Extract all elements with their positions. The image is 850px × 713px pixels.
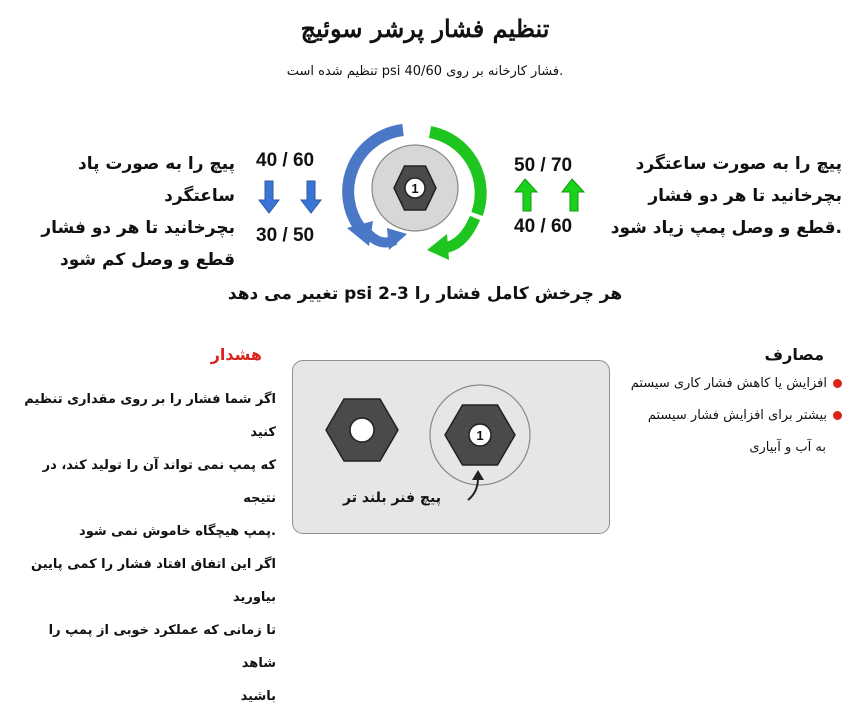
warning-line: تا زمانی که عملکرد خوبی از پمپ را شاهد [48,623,276,671]
rotation-diagram [335,118,495,268]
page-title: تنظیم فشار پرشر سوئیچ [300,14,550,43]
instruction-line: بچرخانید تا هر دو فشار [648,186,842,206]
warning-line: اگر شما فشار را بر روی مقداری تنظیم کنید [24,392,276,440]
spring-screw-label: پیچ فنر بلند تر [342,490,441,506]
warning-line: اگر این اتفاق افتاد فشار را کمی پایین بیاورید [31,557,276,605]
increase-from-value: 40 / 60 [514,216,573,237]
decrease-from-value: 40 / 60 [256,150,315,171]
decrease-arrows [258,180,328,220]
usage-item [622,408,842,423]
increase-to-value: 50 / 70 [514,155,573,176]
warning-line: .پمپ هیچگاه خاموش نمی شود [79,524,276,539]
instruction-line: بچرخانید تا هر دو فشار [41,218,235,238]
usage-item-label: افزایش یا کاهش فشار کاری سیستم [630,376,827,391]
usage-item-continued: به آب و آبیاری [749,440,826,455]
increase-arrows [514,178,586,216]
arrow-down-icon [301,181,321,213]
decrease-instruction [10,148,235,276]
usage-title: مصارف [764,345,824,364]
warning-title: هشدار [210,345,262,364]
instruction-line: پیچ را به صورت پاد ساعتگرد [77,154,235,206]
decrease-to-value: 30 / 50 [256,225,315,246]
rotation-note: هر چرخش کامل فشار را psi 2-3 تغییر می دهد [227,284,623,304]
hex-nut-icon [326,399,398,461]
screw-number: 1 [476,428,484,443]
hex-screw-icon [430,385,530,485]
arrow-down-icon [259,181,279,213]
arrow-up-icon [562,179,584,211]
warning-text [14,383,276,713]
bullet-icon [833,379,842,388]
increase-instruction [597,148,842,244]
panel-screws [292,360,610,534]
instruction-line: قطع و وصل کم شود [59,250,235,270]
screw-number: 1 [411,181,419,196]
warning-line: باشید [240,689,276,704]
factory-setting-note: .فشار کارخانه بر روی psi 40/60 تنظیم شده است [286,64,564,79]
bullet-icon [833,411,842,420]
usage-item [622,376,842,391]
warning-line: که پمپ نمی تواند آن را تولید کند، در نتیجه [42,458,276,506]
usage-item-label: بیشتر برای افزایش فشار سیستم [647,408,827,423]
instruction-line: پیچ را به صورت ساعتگرد [635,154,842,174]
arrow-up-icon [515,179,537,211]
instruction-line: .قطع و وصل پمپ زیاد شود [610,218,842,238]
